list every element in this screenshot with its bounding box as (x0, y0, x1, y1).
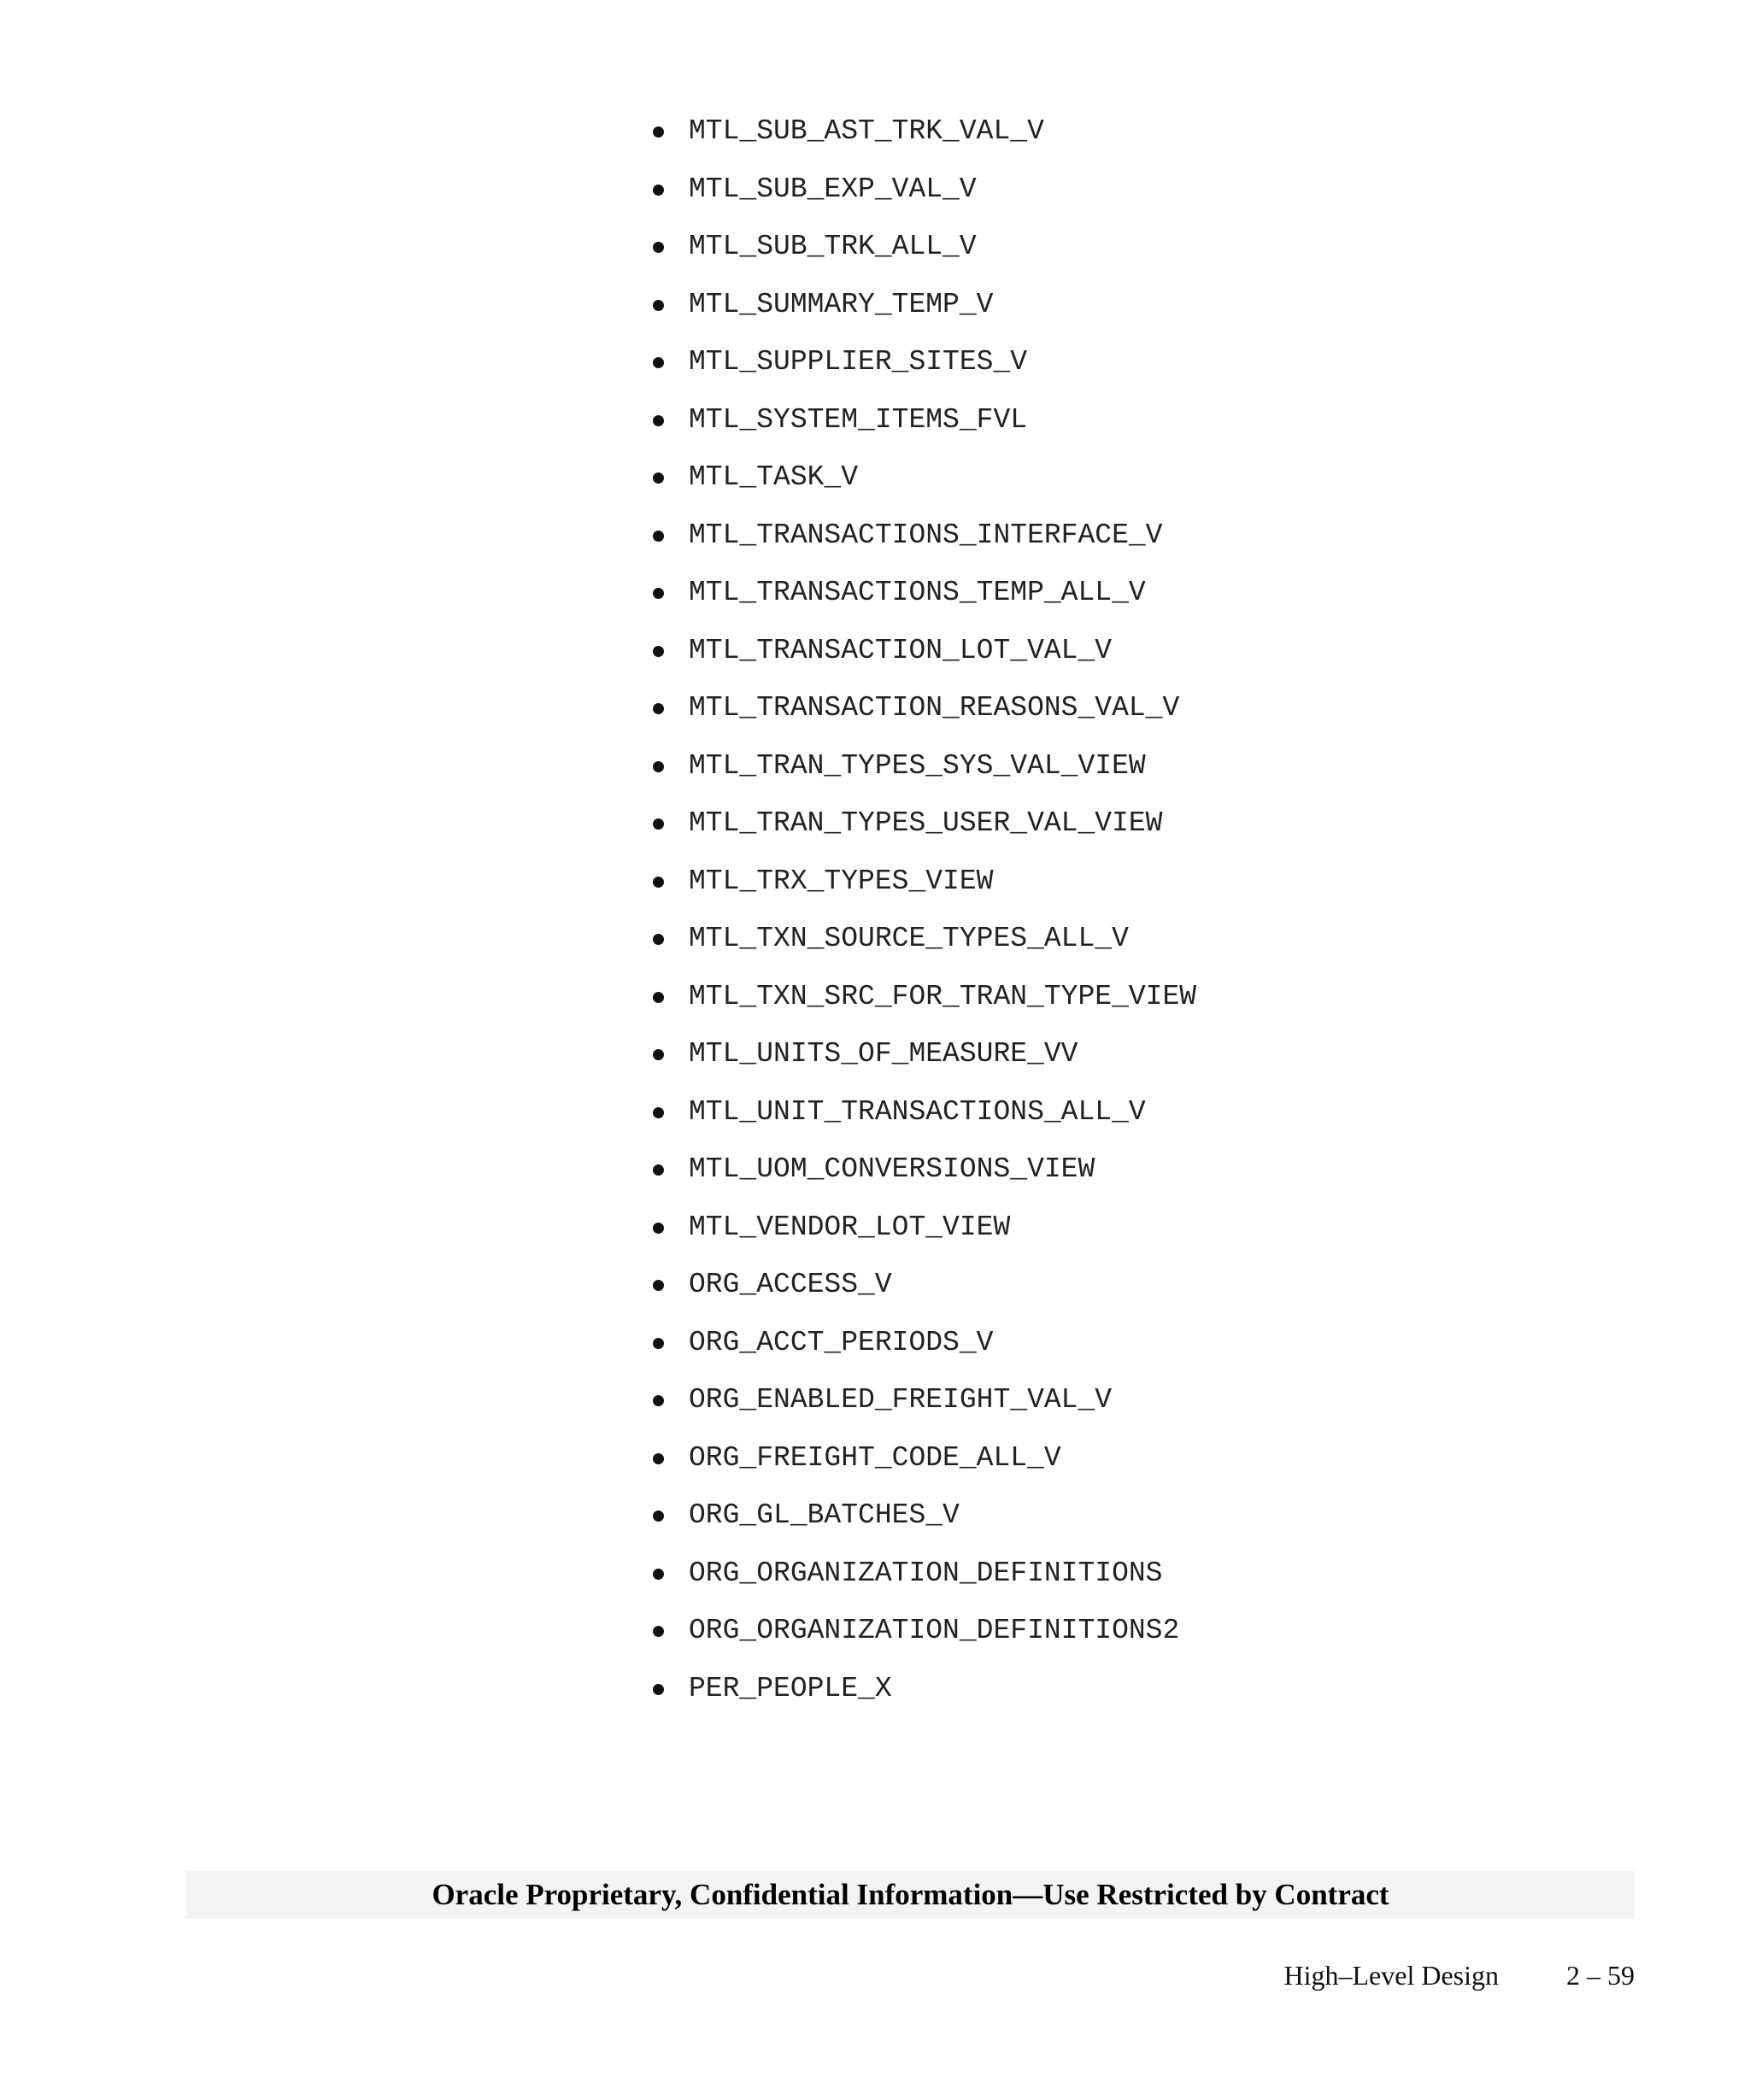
view-name: MTL_TXN_SOURCE_TYPES_ALL_V (689, 923, 1129, 954)
view-name: ORG_FREIGHT_CODE_ALL_V (689, 1441, 1061, 1474)
view-name: ORG_ACCT_PERIODS_V (689, 1326, 994, 1358)
bullet-icon (653, 531, 664, 542)
bullet-icon (653, 877, 664, 888)
bullet-icon (653, 1338, 664, 1349)
confidential-notice: Oracle Proprietary, Confidential Information––Use Restricted by Contract (186, 1871, 1635, 1919)
bullet-icon (653, 1223, 664, 1234)
bullet-icon (653, 126, 664, 138)
bullet-icon (653, 1626, 664, 1637)
bullet-icon (653, 357, 664, 368)
list-item (653, 918, 1196, 977)
view-name-list (653, 111, 1196, 1726)
bullet-icon (653, 992, 664, 1003)
bullet-icon (653, 242, 664, 253)
list-item (653, 1323, 1196, 1381)
page-number: 2 – 59 (1566, 1960, 1635, 1991)
view-name: ORG_ENABLED_FREIGHT_VAL_V (689, 1384, 1113, 1416)
bullet-icon (653, 646, 664, 657)
bullet-icon (653, 1569, 664, 1580)
list-item (653, 1380, 1196, 1438)
list-item (653, 226, 1196, 284)
view-name: ORG_ORGANIZATION_DEFINITIONS2 (689, 1615, 1180, 1646)
view-name: MTL_TRAN_TYPES_SYS_VAL_VIEW (689, 749, 1146, 782)
list-item (653, 688, 1196, 746)
view-name: ORG_GL_BATCHES_V (689, 1499, 960, 1531)
list-item (653, 572, 1196, 631)
view-name: MTL_TRAN_TYPES_USER_VAL_VIEW (689, 807, 1163, 839)
list-item (653, 1553, 1196, 1611)
bullet-icon (653, 472, 664, 484)
view-name: MTL_TRX_TYPES_VIEW (689, 865, 994, 897)
view-name: MTL_TXN_SRC_FOR_TRAN_TYPE_VIEW (689, 980, 1197, 1012)
view-name: MTL_TASK_V (689, 461, 859, 493)
bullet-icon (653, 703, 664, 714)
list-item (653, 400, 1196, 458)
bullet-icon (653, 1164, 664, 1176)
list-item (653, 977, 1196, 1035)
view-name: MTL_TRANSACTIONS_TEMP_ALL_V (689, 577, 1146, 608)
bullet-icon (653, 588, 664, 599)
view-name: PER_PEOPLE_X (689, 1672, 892, 1704)
list-item (653, 1438, 1196, 1496)
bullet-icon (653, 1510, 664, 1522)
list-item (653, 861, 1196, 919)
list-item (653, 631, 1196, 689)
list-item (653, 1669, 1196, 1727)
list-item (653, 1264, 1196, 1323)
bullet-icon (653, 761, 664, 772)
list-item (653, 1610, 1196, 1669)
list-item (653, 1207, 1196, 1265)
bullet-icon (653, 818, 664, 830)
view-name: MTL_TRANSACTION_LOT_VAL_V (689, 634, 1113, 666)
bullet-icon (653, 1395, 664, 1406)
bullet-icon (653, 1049, 664, 1060)
view-name: ORG_ORGANIZATION_DEFINITIONS (689, 1557, 1163, 1589)
view-name: MTL_SUB_TRK_ALL_V (689, 231, 977, 262)
bullet-icon (653, 300, 664, 311)
bullet-icon (653, 1453, 664, 1464)
view-name: MTL_SUPPLIER_SITES_V (689, 346, 1028, 378)
list-item (653, 803, 1196, 861)
list-item (653, 457, 1196, 515)
list-item (653, 111, 1196, 169)
view-name: MTL_UNIT_TRANSACTIONS_ALL_V (689, 1095, 1146, 1128)
view-name: MTL_VENDOR_LOT_VIEW (689, 1211, 1011, 1243)
bullet-icon (653, 934, 664, 945)
bullet-icon (653, 185, 664, 196)
view-name: MTL_SUB_AST_TRK_VAL_V (689, 115, 1044, 147)
footer-section-title: High–Level Design (1283, 1960, 1499, 1991)
view-name: MTL_SUB_EXP_VAL_V (689, 173, 977, 205)
list-item (653, 1092, 1196, 1150)
view-name: MTL_SYSTEM_ITEMS_FVL (689, 403, 1028, 436)
bullet-icon (653, 1684, 664, 1695)
bullet-icon (653, 1280, 664, 1291)
bullet-icon (653, 1107, 664, 1118)
view-name: ORG_ACCESS_V (689, 1269, 892, 1300)
bullet-icon (653, 415, 664, 426)
view-name: MTL_TRANSACTIONS_INTERFACE_V (689, 519, 1163, 551)
list-item (653, 1149, 1196, 1207)
view-name: MTL_UNITS_OF_MEASURE_VV (689, 1038, 1078, 1070)
list-item (653, 284, 1196, 343)
view-name: MTL_SUMMARY_TEMP_V (689, 288, 994, 320)
list-item (653, 1034, 1196, 1092)
list-item (653, 169, 1196, 227)
list-item (653, 515, 1196, 573)
list-item (653, 1495, 1196, 1553)
list-item (653, 746, 1196, 804)
view-name: MTL_UOM_CONVERSIONS_VIEW (689, 1153, 1095, 1185)
view-name: MTL_TRANSACTION_REASONS_VAL_V (689, 692, 1180, 724)
list-item (653, 342, 1196, 400)
